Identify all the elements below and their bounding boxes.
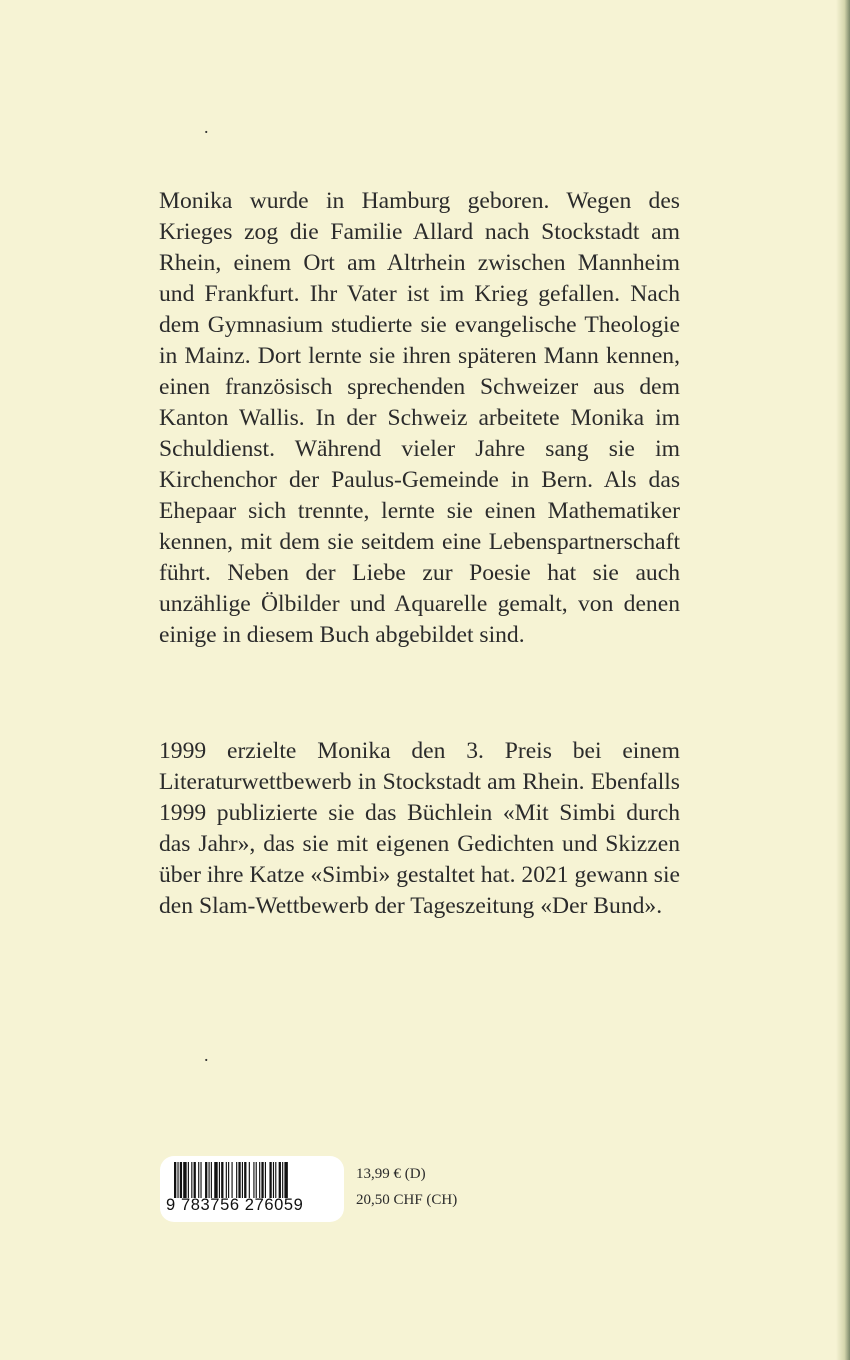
barcode-bar	[275, 1162, 276, 1198]
barcode-bar	[232, 1162, 233, 1198]
decorative-dot-top: .	[204, 117, 209, 137]
isbn-digits: 9 783756 276059	[166, 1196, 304, 1214]
barcode-bar	[177, 1162, 178, 1198]
barcode-bar	[242, 1162, 243, 1198]
biography-paragraph-1: Monika wurde in Hamburg geboren. Wegen des Krieges zog die Familie Allard nach Stockstadt am Rhein, einem Ort am Altrhein zwischen Mannheim und Frankfurt. Ihr Vater ist im Krieg gefallen. Nach dem Gymnasium studierte sie evangelische Theologie in Mainz. Dort lernte sie ihren späteren Mann kennen, einen französisch sprechenden Schweizer aus dem Kanton Wallis. In der Schweiz arbeitete Monika im Schuldienst. Während vieler Jahre sang sie im Kirchenchor der Paulus-Gemeinde in Bern. Als das Ehepaar sich trennte, lernte sie einen Mathematiker kennen, mit dem sie seitdem eine Lebenspartnerschaft führt. Neben der Liebe zur Poesie hat sie auch unzählige Ölbilder und Aquarelle gemalt, von denen einige in diesem Buch abgebildet sind.	[159, 188, 680, 648]
price-switzerland: 20,50 CHF (CH)	[356, 1192, 458, 1208]
barcode-bar	[253, 1162, 254, 1198]
barcode-bar	[249, 1162, 250, 1198]
barcode-bar	[284, 1162, 287, 1198]
isbn-barcode	[160, 1156, 344, 1222]
biography-paragraph-2: 1999 erzielte Monika den 3. Preis bei einem Literaturwettbewerb in Stockstadt am Rhein. Ebenfalls 1999 publizierte sie das Büchlein «Mit Simbi durch das Jahr», das sie mit eigenen Gedichten und Skizzen über ihre Katze «Simbi» gestaltet hat. 2021 gewann sie den Slam-Wettbewerb der Tageszeitung «Der Bund».	[159, 738, 680, 919]
barcode-bar	[282, 1162, 283, 1198]
barcode-bar	[279, 1162, 281, 1198]
barcode-bar	[180, 1162, 182, 1198]
barcode-bars	[174, 1162, 334, 1198]
barcode-bar	[226, 1162, 227, 1198]
barcode-bar	[261, 1162, 263, 1198]
barcode-bar	[183, 1162, 186, 1198]
barcode-bar	[265, 1162, 266, 1198]
barcode-bar	[211, 1162, 212, 1198]
barcode-bar	[209, 1162, 210, 1198]
barcode-bar	[191, 1162, 192, 1198]
barcode-bar	[214, 1162, 217, 1198]
barcode-bar	[269, 1162, 271, 1198]
barcode-bar	[244, 1162, 246, 1198]
barcode-bar	[221, 1162, 223, 1198]
barcode-bar	[256, 1162, 257, 1198]
decorative-dot-bottom: .	[204, 1045, 209, 1065]
price-germany: 13,99 € (D)	[356, 1166, 426, 1182]
barcode-bar	[198, 1162, 199, 1198]
cover-edge	[836, 0, 850, 1360]
barcode-bar	[236, 1162, 237, 1198]
barcode-bar	[194, 1162, 196, 1198]
barcode-bar	[259, 1162, 260, 1198]
barcode-bar	[238, 1162, 240, 1198]
barcode-bar	[200, 1162, 201, 1198]
barcode-bar	[273, 1162, 274, 1198]
barcode-bar	[205, 1162, 207, 1198]
barcode-bar	[174, 1162, 176, 1198]
barcode-bar	[219, 1162, 220, 1198]
barcode-bar	[188, 1162, 189, 1198]
barcode-bar	[228, 1162, 229, 1198]
